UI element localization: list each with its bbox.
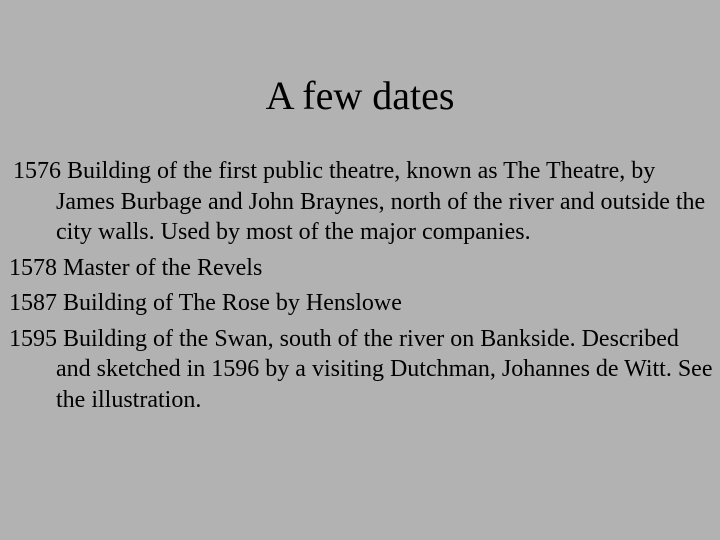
list-item-1587: 1587 Building of The Rose by Henslowe [9, 290, 402, 316]
dates-list [9, 156, 715, 420]
list-item-1576: 1576 Building of the first public theatre, known as The Theatre, by James Burbage and John Braynes, north of the river and outside the city walls. Used by most of the major companies. [13, 158, 706, 245]
list-item-1595: 1595 Building of the Swan, south of the river on Bankside. Described and sketched in 1596 by a visiting Dutchman, Johannes de Witt. See the illustration. [9, 325, 713, 413]
list-item-1578: 1578 Master of the Revels [9, 254, 263, 281]
slide-title: A few dates [265, 73, 455, 118]
